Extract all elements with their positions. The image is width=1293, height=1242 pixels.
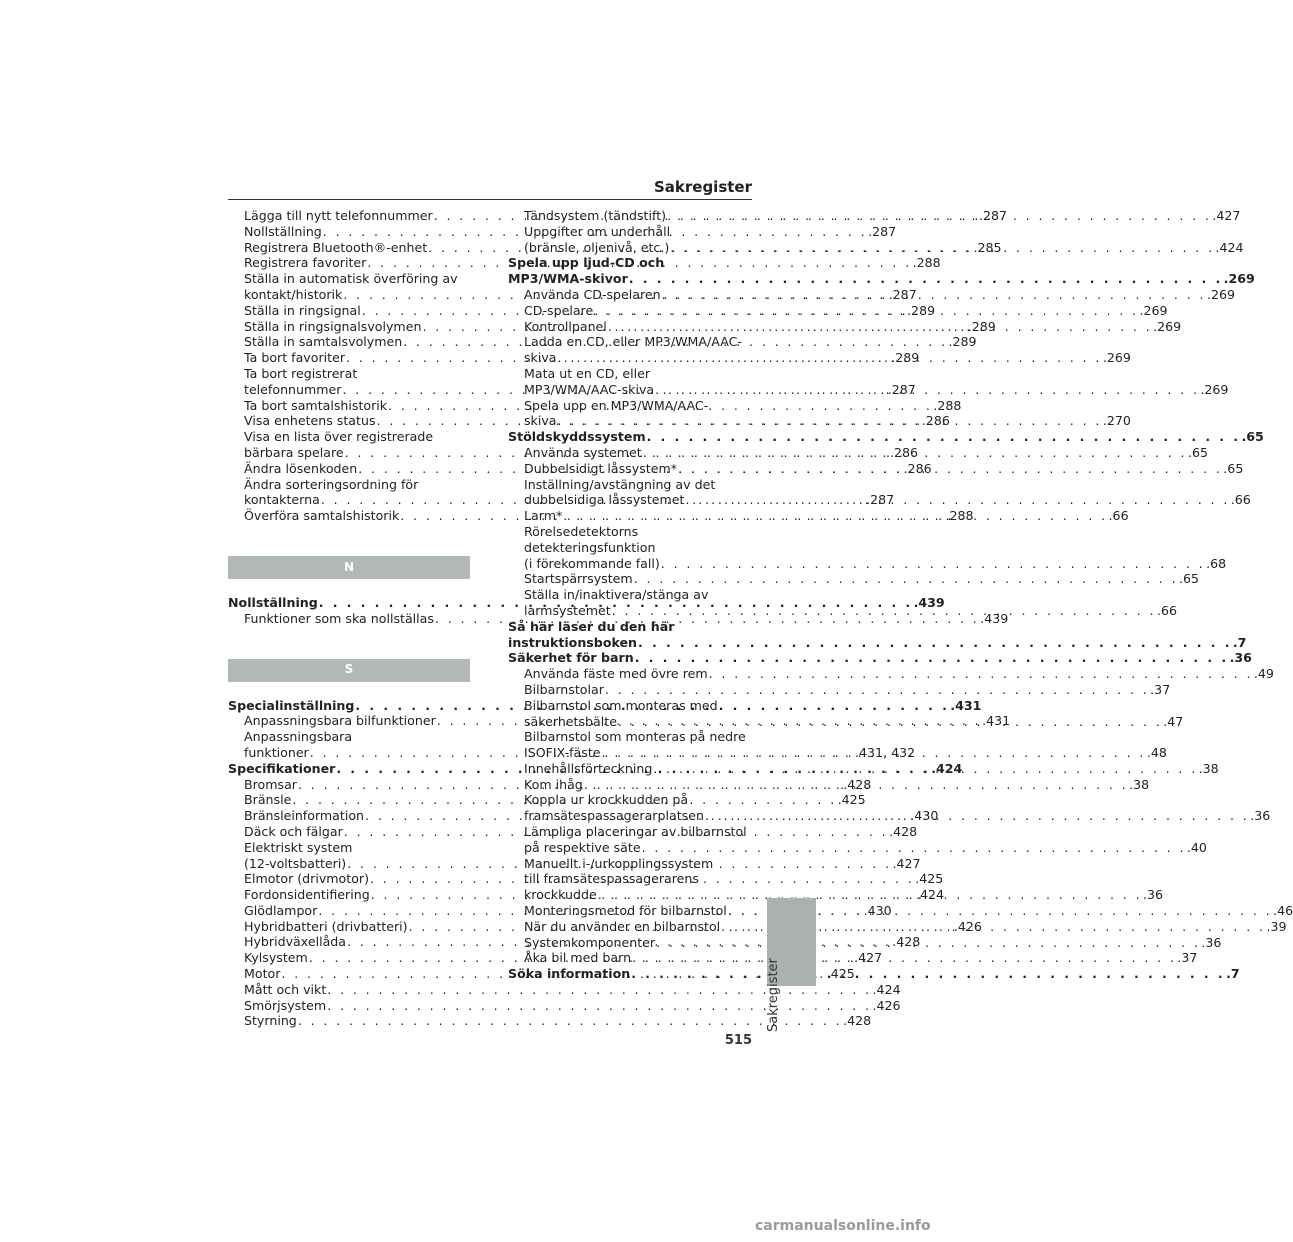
- index-entry-text: Ta bort favoriter: [244, 350, 345, 366]
- index-page-ref: .287: [866, 492, 895, 508]
- index-entry[interactable]: [508, 681, 1171, 698]
- index-page-ref: .288: [912, 255, 941, 271]
- index-page-ref: .7: [1232, 634, 1247, 650]
- index-entry-text: instruktionsboken: [508, 634, 638, 650]
- index-page-ref: .289: [907, 302, 936, 318]
- index-entry-text: telefonnummer: [244, 381, 342, 397]
- index-page-ref: .427: [854, 950, 883, 966]
- index-entry-text: bärbara spelare: [244, 444, 344, 460]
- index-entry-text: Använda fäste med övre rem: [524, 666, 708, 682]
- index-page-ref: .66: [1108, 508, 1129, 524]
- index-page-ref: .287: [888, 286, 917, 302]
- index-page-ref: .65: [1187, 444, 1208, 460]
- index-entry-line: Visa en lista över registrerade: [244, 429, 434, 445]
- index-entry-text: skiva: [524, 413, 557, 429]
- index-entry[interactable]: [228, 981, 901, 998]
- index-entry-text: (12-voltsbatteri): [244, 855, 347, 871]
- dot-leader: [298, 1013, 842, 1029]
- index-entry-line: Anpassningsbara: [244, 729, 353, 745]
- index-page-ref: .38: [1198, 760, 1219, 776]
- index-entry-text: Smörjsystem: [244, 997, 327, 1013]
- index-entry-text: kontakterna: [244, 492, 320, 508]
- index-entry[interactable]: [228, 1013, 872, 1029]
- index-entry-text: MP3/WMA/AAC-skiva: [524, 381, 655, 397]
- index-entry[interactable]: [508, 571, 1200, 587]
- index-page-ref: .37: [1150, 681, 1171, 697]
- index-entry-text: Dubbelsidigt låssystem*: [524, 460, 678, 476]
- dot-leader: [635, 650, 1229, 666]
- index-entry-text: MP3/WMA-skivor: [508, 271, 628, 287]
- index-entry[interactable]: [508, 555, 1227, 572]
- index-entry-text: Anpassningsbara bilfunktioner: [244, 713, 436, 729]
- index-page-ref: .426: [872, 997, 901, 1013]
- index-entry-text: ISOFIX-fäste: [524, 745, 601, 761]
- index-page-ref: .47: [1163, 713, 1184, 729]
- index-page-ref: .46: [1273, 903, 1293, 919]
- index-page-ref: .270: [1102, 413, 1131, 429]
- index-entry[interactable]: [508, 650, 1252, 666]
- dot-leader: [612, 603, 1156, 619]
- index-page-ref: .424: [915, 887, 945, 903]
- header-rule: [228, 199, 752, 200]
- index-entry[interactable]: [508, 634, 1247, 651]
- index-entry-line: Manuellt i-/urkopplingssystem: [524, 855, 714, 871]
- watermark: carmanualsonline.info: [755, 1218, 931, 1234]
- index-entry-text: Innehållsförteckning: [524, 760, 653, 776]
- dot-leader: [667, 208, 1211, 224]
- index-entry-text: Söka information: [508, 966, 631, 982]
- index-entry-text: Registrera Bluetooth®-enhet: [244, 239, 428, 255]
- index-entry-text: Registrera favoriter: [244, 255, 367, 271]
- index-entry[interactable]: [508, 271, 1255, 287]
- index-entry-text: säkerhetsbälte: [524, 713, 617, 729]
- index-page-ref: .425: [915, 871, 944, 887]
- index-page-ref: .425: [837, 792, 866, 808]
- index-page-ref: .65: [1241, 429, 1264, 445]
- index-page-ref: .269: [1153, 318, 1182, 334]
- index-entry-text: Ställa in ringsignal: [244, 302, 361, 318]
- index-entry-line: Mata ut en CD, eller: [524, 365, 651, 381]
- index-entry-text: Bromsar: [244, 776, 297, 792]
- index-page-ref: .40: [1186, 839, 1207, 855]
- index-entry-text: Visa enhetens status: [244, 413, 376, 429]
- dot-leader: [685, 492, 1229, 508]
- index-page-ref: .428: [843, 1013, 872, 1029]
- index-entry-text: Monteringsmetod för bilbarnstol: [524, 903, 727, 919]
- index-entry[interactable]: [228, 997, 901, 1014]
- index-entry-text: Specifikationer: [228, 760, 336, 776]
- index-entry-text: Hybridväxellåda: [244, 934, 346, 950]
- index-entry-text: Stöldskyddssystem: [508, 429, 646, 445]
- index-page-ref: .38: [1129, 776, 1150, 792]
- index-entry-text: Systemkomponenter: [524, 934, 656, 950]
- index-entry-text: Hybridbatteri (drivbatteri): [244, 918, 408, 934]
- index-entry-line: Ställa in/inaktivera/stänga av: [524, 587, 709, 603]
- index-entry-line: Så här läser du den här: [508, 618, 675, 634]
- dot-leader: [634, 571, 1178, 587]
- index-page-ref: .287: [978, 208, 1008, 223]
- index-page-ref: .428: [889, 823, 918, 839]
- dot-leader: [709, 666, 1253, 682]
- index-entry-text: Använda CD-spelaren: [524, 286, 661, 302]
- index-page-ref: .286: [889, 444, 918, 460]
- index-entry[interactable]: [508, 666, 1274, 682]
- index-page-ref: .287: [887, 381, 916, 397]
- index-entry-text: Nollställning: [244, 223, 322, 239]
- index-entry-text: Funktioner som ska nollställas: [244, 610, 434, 626]
- dot-leader: [678, 461, 1222, 477]
- index-entry-line: Koppla ur krockkudden på: [524, 792, 689, 808]
- index-entry-text: Mått och vikt: [244, 981, 327, 997]
- index-entry-text: CD-spelare: [524, 302, 594, 318]
- index-entry-text: Kontrollpanel: [524, 318, 607, 334]
- index-entry[interactable]: [508, 429, 1264, 445]
- index-page-ref: .7: [1226, 966, 1240, 982]
- index-page-ref: .288: [933, 397, 962, 413]
- index-page-ref: .269: [1206, 286, 1235, 302]
- letter-section-band: N: [228, 556, 470, 579]
- index-entry-line: Uppgifter om underhåll: [524, 223, 671, 239]
- index-entry-text: Ta bort samtalshistorik: [244, 397, 388, 413]
- index-page-ref: .439: [980, 610, 1009, 626]
- index-entry-line: Inställning/avstängning av det: [524, 476, 716, 492]
- index-entry-line: detekteringsfunktion: [524, 539, 656, 555]
- index-entry-text: Bränsle: [244, 792, 292, 808]
- index-page-ref: .269: [1139, 302, 1168, 318]
- index-entry-text: När du använder en bilbarnstol: [524, 918, 721, 934]
- index-page-ref: .286: [903, 460, 932, 476]
- dot-leader: [661, 556, 1205, 572]
- index-page-ref: .36: [1201, 934, 1222, 950]
- dot-leader: [584, 777, 1128, 793]
- index-page-ref: .269: [1200, 381, 1229, 397]
- index-entry-text: Styrning: [244, 1013, 297, 1029]
- index-page-ref: .424: [1215, 239, 1244, 255]
- index-entry-text: Specialinställning: [228, 697, 355, 713]
- index-page-ref: .269: [1102, 350, 1131, 366]
- index-entry-text: Elmotor (drivmotor): [244, 871, 369, 887]
- index-page-ref: .39: [1266, 918, 1287, 934]
- dot-leader: [605, 682, 1149, 698]
- index-page-ref: .286: [921, 413, 950, 429]
- index-entry-text: (i förekommande fall): [524, 555, 660, 571]
- index-page-ref: .288: [945, 508, 974, 524]
- index-entry-text: Ändra lösenkoden: [244, 460, 358, 476]
- index-page-ref: .65: [1223, 460, 1244, 476]
- index-entry-line: Ladda en CD, eller MP3/WMA/AAC-: [524, 334, 742, 350]
- dot-leader: [632, 950, 1176, 966]
- index-entry-text: krockkudde: [524, 887, 597, 903]
- index-entry-line: Spela upp ljud-CD och: [508, 255, 665, 271]
- dot-leader: [327, 998, 871, 1014]
- index-entry-line: Rörelsedetektorns: [524, 523, 639, 539]
- index-entry-text: Motor: [244, 966, 281, 982]
- dot-leader: [608, 319, 1152, 335]
- index-entry-text: Glödlampor: [244, 902, 318, 918]
- index-page-ref: .439: [913, 594, 945, 610]
- dot-leader: [631, 966, 1225, 982]
- index-entry-text: Larm*: [524, 508, 563, 524]
- index-entry-text: Ställa in ringsignalsvolymen: [244, 318, 422, 334]
- dot-leader: [638, 635, 1232, 651]
- index-page-ref: .431: [950, 697, 982, 713]
- dot-leader: [647, 429, 1241, 445]
- letter-section-band: S: [228, 659, 470, 682]
- index-page-ref: .48: [1146, 745, 1167, 761]
- index-entry-text: skiva: [524, 350, 557, 366]
- index-entry-line: Ställa in automatisk överföring av: [244, 271, 458, 287]
- index-entry-text: Säkerhet för barn: [508, 650, 634, 666]
- dot-leader: [563, 508, 1107, 524]
- index-page-ref: .285: [973, 239, 1002, 255]
- index-page-ref: .66: [1156, 602, 1177, 618]
- dot-leader: [594, 303, 1138, 319]
- index-entry-text: Startspärrsystem: [524, 571, 633, 587]
- index-entry-text: Kylsystem: [244, 950, 308, 966]
- index-entry-text: Ställa in samtalsvolymen: [244, 334, 403, 350]
- index-page-ref: .425: [826, 966, 855, 982]
- index-page-ref: .36: [1143, 887, 1164, 903]
- dot-leader: [662, 287, 1206, 303]
- dot-leader: [670, 240, 1214, 256]
- index-entry-line: Lämpliga placeringar av bilbarnstol: [524, 824, 747, 840]
- index-page-ref: .430: [863, 902, 892, 918]
- index-entry-text: funktioner: [244, 744, 309, 760]
- dot-leader: [653, 761, 1197, 777]
- index-entry-text: Bilbarnstolar: [524, 681, 604, 697]
- index-page-ref: .424: [931, 760, 963, 776]
- dot-leader: [629, 271, 1223, 287]
- index-page-ref: .431, 432: [855, 744, 916, 760]
- index-entry-text: på respektive säte: [524, 839, 641, 855]
- index-page-ref: .424: [872, 981, 901, 997]
- index-entry-line: till framsätespassagerarens: [524, 871, 699, 887]
- index-entry-text: larmsystemet: [524, 602, 611, 618]
- page-header-title: Sakregister: [653, 178, 752, 196]
- index-page-ref: .287: [868, 223, 897, 239]
- index-entry-text: Nollställning: [228, 594, 318, 610]
- index-page-ref: .37: [1177, 950, 1198, 966]
- index-entry-line: Ändra sorteringsordning för: [244, 476, 419, 492]
- index-entry-text: Bränsleinformation: [244, 808, 365, 824]
- index-page-ref: .65: [1178, 571, 1200, 587]
- index-entry-line: Ta bort registrerat: [244, 365, 358, 381]
- index-entry-text: Tändsystem (tändstift): [524, 208, 667, 223]
- dot-leader: [602, 745, 1146, 761]
- index-page-ref: .269: [1223, 271, 1255, 287]
- index-page-ref: .427: [892, 855, 921, 871]
- index-entry-line: Spela upp en MP3/WMA/AAC-: [524, 397, 709, 413]
- dot-leader: [598, 887, 1142, 903]
- page-number: 515: [724, 1033, 752, 1048]
- index-entry-text: (bränsle, oljenivå, etc.): [524, 239, 670, 255]
- index-entry-text: Använda systemet: [524, 444, 642, 460]
- index-page-ref: .427: [1212, 208, 1241, 223]
- index-page-ref: .68: [1206, 555, 1227, 571]
- index-entry-text: Åka bil med barn: [524, 950, 632, 966]
- index-page-ref: .289: [967, 318, 996, 334]
- index-page-ref: .36: [1229, 650, 1252, 666]
- index-page-ref: .430: [910, 808, 939, 824]
- dot-leader: [558, 413, 1102, 429]
- dot-leader: [642, 840, 1186, 856]
- index-page-ref: .428: [843, 776, 872, 792]
- index-entry[interactable]: [508, 839, 1207, 856]
- index-entry-text: Däck och fälgar: [244, 823, 343, 839]
- dot-leader: [618, 714, 1162, 730]
- index-entry-text: Lägga till nytt telefonnummer: [244, 208, 433, 223]
- index-page-ref: .428: [892, 934, 921, 950]
- index-entry-text: Överföra samtalshistorik: [244, 508, 400, 524]
- index-page-ref: .36: [1250, 808, 1271, 824]
- side-tab-label: Sakregister: [766, 958, 781, 1032]
- dot-leader: [643, 445, 1187, 461]
- index-entry-text: framsätespassagerarplatsen: [524, 808, 704, 824]
- index-page-ref: .431: [982, 713, 1011, 729]
- index-page-ref: .426: [953, 918, 982, 934]
- index-entry-line: Bilbarnstol som monteras med: [524, 697, 718, 713]
- index-entry-line: Bilbarnstol som monteras på nedre: [524, 729, 746, 745]
- index-entry-line: Elektriskt system: [244, 839, 353, 855]
- index-page-ref: .289: [891, 350, 920, 366]
- index-page-ref: .49: [1253, 666, 1274, 682]
- index-entry-text: Kom ihåg: [524, 776, 583, 792]
- index-page-ref: .289: [948, 334, 977, 350]
- dot-leader: [558, 350, 1102, 366]
- index-entry-text: Fordonsidentifiering: [244, 887, 370, 903]
- index-entry-text: kontakt/historik: [244, 286, 343, 302]
- dot-leader: [656, 935, 1200, 951]
- dot-leader: [705, 808, 1249, 824]
- index-entry-text: dubbelsidiga låssystemet: [524, 492, 685, 508]
- dot-leader: [655, 382, 1199, 398]
- index-page-ref: .66: [1230, 492, 1251, 508]
